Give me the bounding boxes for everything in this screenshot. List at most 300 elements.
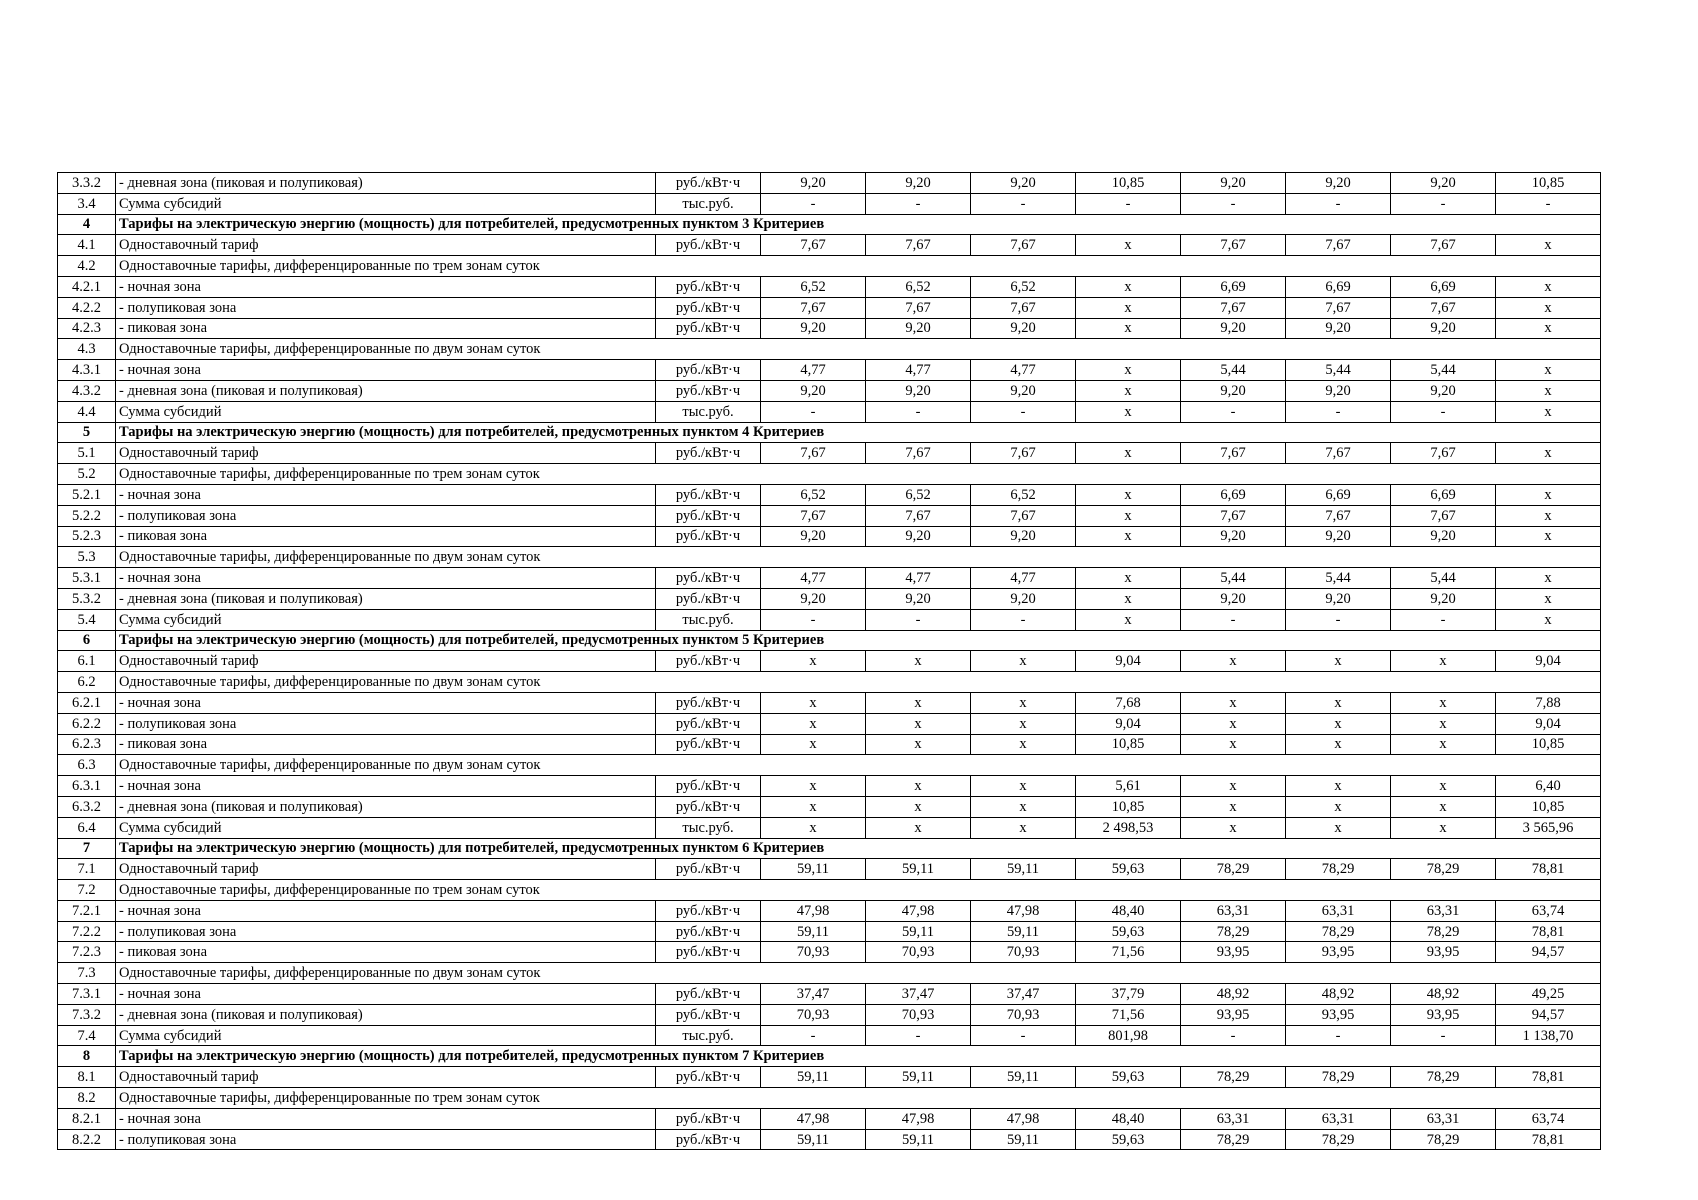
value-cell: 78,29 xyxy=(1286,1067,1391,1088)
value-cell: x xyxy=(971,713,1076,734)
value-cell: 9,20 xyxy=(1286,588,1391,609)
value-cell: 59,11 xyxy=(866,1129,971,1150)
value-cell: 9,20 xyxy=(971,526,1076,547)
table-row xyxy=(58,713,1601,734)
section-header-row xyxy=(58,1046,1601,1067)
value-cell: 93,95 xyxy=(1286,1004,1391,1025)
empty-cell xyxy=(761,880,866,901)
value-cell: 9,20 xyxy=(1391,380,1496,401)
value-cell: 6,69 xyxy=(1391,484,1496,505)
row-name: - ночная зона xyxy=(116,568,656,589)
value-cell: x xyxy=(1496,401,1601,422)
empty-cell xyxy=(761,547,866,568)
value-cell: x xyxy=(1496,568,1601,589)
value-cell: 9,20 xyxy=(971,318,1076,339)
section-number: 5 xyxy=(58,422,116,443)
empty-cell xyxy=(866,880,1601,901)
value-cell: 7,67 xyxy=(761,505,866,526)
value-cell: x xyxy=(1391,692,1496,713)
value-cell: - xyxy=(1286,1025,1391,1046)
row-unit: руб./кВт·ч xyxy=(656,921,761,942)
value-cell: 9,20 xyxy=(761,526,866,547)
value-cell: 70,93 xyxy=(866,942,971,963)
value-cell: 78,29 xyxy=(1181,1067,1286,1088)
subgroup-title: Одноставочные тарифы, дифференцированные по двум зонам суток xyxy=(116,963,761,984)
row-name: Сумма субсидий xyxy=(116,193,656,214)
row-name: Одноставочный тариф xyxy=(116,859,656,880)
value-cell: 7,88 xyxy=(1496,692,1601,713)
row-unit: руб./кВт·ч xyxy=(656,1129,761,1150)
row-name: - полупиковая зона xyxy=(116,297,656,318)
row-name: Сумма субсидий xyxy=(116,401,656,422)
row-number: 8.2.1 xyxy=(58,1108,116,1129)
value-cell: 9,20 xyxy=(866,588,971,609)
row-number: 5.2.1 xyxy=(58,484,116,505)
row-unit: руб./кВт·ч xyxy=(656,1067,761,1088)
value-cell: - xyxy=(1286,193,1391,214)
value-cell: 5,44 xyxy=(1391,568,1496,589)
value-cell: 49,25 xyxy=(1496,984,1601,1005)
value-cell: 59,11 xyxy=(761,859,866,880)
value-cell: 4,77 xyxy=(971,360,1076,381)
row-unit: руб./кВт·ч xyxy=(656,318,761,339)
table-row xyxy=(58,401,1601,422)
value-cell: x xyxy=(971,692,1076,713)
value-cell: 63,31 xyxy=(1181,1108,1286,1129)
row-name: - дневная зона (пиковая и полупиковая) xyxy=(116,796,656,817)
value-cell: 4,77 xyxy=(866,568,971,589)
value-cell: 78,81 xyxy=(1496,859,1601,880)
row-unit: руб./кВт·ч xyxy=(656,713,761,734)
value-cell: 78,29 xyxy=(1391,1067,1496,1088)
value-cell: 7,67 xyxy=(1391,235,1496,256)
value-cell: 48,92 xyxy=(1286,984,1391,1005)
row-unit: руб./кВт·ч xyxy=(656,235,761,256)
value-cell: x xyxy=(1286,734,1391,755)
row-unit: руб./кВт·ч xyxy=(656,380,761,401)
value-cell: 78,29 xyxy=(1391,921,1496,942)
section-number: 7 xyxy=(58,838,116,859)
section-title: Тарифы на электрическую энергию (мощность) для потребителей, предусмотренных пунктом 3 Критериев xyxy=(116,214,1601,235)
subgroup-number: 4.2 xyxy=(58,256,116,277)
value-cell: 9,04 xyxy=(1076,651,1181,672)
row-name: - дневная зона (пиковая и полупиковая) xyxy=(116,380,656,401)
value-cell: x xyxy=(1181,692,1286,713)
row-number: 5.2.3 xyxy=(58,526,116,547)
row-number: 3.3.2 xyxy=(58,173,116,194)
value-cell: 7,67 xyxy=(1286,297,1391,318)
value-cell: x xyxy=(971,776,1076,797)
value-cell: x xyxy=(1076,505,1181,526)
row-unit: руб./кВт·ч xyxy=(656,984,761,1005)
value-cell: 6,52 xyxy=(971,276,1076,297)
value-cell: 3 565,96 xyxy=(1496,817,1601,838)
value-cell: 78,29 xyxy=(1286,921,1391,942)
value-cell: 47,98 xyxy=(761,1108,866,1129)
value-cell: 9,20 xyxy=(1286,318,1391,339)
value-cell: 6,52 xyxy=(971,484,1076,505)
value-cell: 78,29 xyxy=(1286,859,1391,880)
empty-cell xyxy=(866,464,1601,485)
subgroup-row xyxy=(58,547,1601,568)
value-cell: 9,20 xyxy=(971,173,1076,194)
table-row xyxy=(58,921,1601,942)
value-cell: x xyxy=(1496,588,1601,609)
row-number: 4.2.1 xyxy=(58,276,116,297)
row-name: - ночная зона xyxy=(116,984,656,1005)
value-cell: x xyxy=(1181,713,1286,734)
value-cell: x xyxy=(1076,526,1181,547)
subgroup-title: Одноставочные тарифы, дифференцированные по двум зонам суток xyxy=(116,755,761,776)
row-name: Сумма субсидий xyxy=(116,609,656,630)
value-cell: 10,85 xyxy=(1496,734,1601,755)
value-cell: 9,20 xyxy=(971,380,1076,401)
section-number: 4 xyxy=(58,214,116,235)
row-name: - пиковая зона xyxy=(116,734,656,755)
table-row xyxy=(58,443,1601,464)
value-cell: 7,67 xyxy=(1181,235,1286,256)
row-number: 8.2.2 xyxy=(58,1129,116,1150)
subgroup-row xyxy=(58,963,1601,984)
row-number: 7.3.2 xyxy=(58,1004,116,1025)
value-cell: 9,20 xyxy=(1391,318,1496,339)
value-cell: 59,11 xyxy=(866,1067,971,1088)
row-unit: руб./кВт·ч xyxy=(656,796,761,817)
value-cell: 94,57 xyxy=(1496,942,1601,963)
row-unit: руб./кВт·ч xyxy=(656,173,761,194)
subgroup-row xyxy=(58,880,1601,901)
value-cell: 9,20 xyxy=(866,526,971,547)
empty-cell xyxy=(761,963,866,984)
row-name: - полупиковая зона xyxy=(116,505,656,526)
table-row xyxy=(58,776,1601,797)
value-cell: - xyxy=(1181,609,1286,630)
value-cell: 9,20 xyxy=(761,380,866,401)
value-cell: 1 138,70 xyxy=(1496,1025,1601,1046)
value-cell: 70,93 xyxy=(971,942,1076,963)
value-cell: 6,52 xyxy=(761,484,866,505)
subgroup-title: Одноставочные тарифы, дифференцированные по трем зонам суток xyxy=(116,1088,761,1109)
value-cell: 7,67 xyxy=(1286,505,1391,526)
value-cell: 63,31 xyxy=(1391,1108,1496,1129)
table-row xyxy=(58,817,1601,838)
empty-cell xyxy=(866,963,1601,984)
value-cell: - xyxy=(971,401,1076,422)
value-cell: 7,67 xyxy=(761,235,866,256)
value-cell: 10,85 xyxy=(1496,173,1601,194)
value-cell: 48,92 xyxy=(1391,984,1496,1005)
value-cell: x xyxy=(1496,276,1601,297)
value-cell: x xyxy=(1496,235,1601,256)
empty-cell xyxy=(761,464,866,485)
value-cell: 59,63 xyxy=(1076,1129,1181,1150)
subgroup-title: Одноставочные тарифы, дифференцированные по трем зонам суток xyxy=(116,880,761,901)
value-cell: - xyxy=(1181,193,1286,214)
value-cell: x xyxy=(1286,776,1391,797)
value-cell: 78,81 xyxy=(1496,1129,1601,1150)
subgroup-title: Одноставочные тарифы, дифференцированные по двум зонам суток xyxy=(116,547,761,568)
value-cell: x xyxy=(866,651,971,672)
table-row xyxy=(58,796,1601,817)
subgroup-title: Одноставочные тарифы, дифференцированные по трем зонам суток xyxy=(116,464,761,485)
table-row xyxy=(58,568,1601,589)
row-unit: руб./кВт·ч xyxy=(656,588,761,609)
value-cell: 93,95 xyxy=(1391,942,1496,963)
value-cell: 70,93 xyxy=(971,1004,1076,1025)
row-name: - ночная зона xyxy=(116,692,656,713)
row-unit: руб./кВт·ч xyxy=(656,1004,761,1025)
empty-cell xyxy=(761,256,866,277)
value-cell: x xyxy=(1391,796,1496,817)
row-unit: руб./кВт·ч xyxy=(656,443,761,464)
value-cell: - xyxy=(1076,193,1181,214)
value-cell: 48,92 xyxy=(1181,984,1286,1005)
row-name: - ночная зона xyxy=(116,776,656,797)
value-cell: 78,29 xyxy=(1181,859,1286,880)
table-row xyxy=(58,484,1601,505)
row-unit: тыс.руб. xyxy=(656,193,761,214)
value-cell: - xyxy=(1181,401,1286,422)
value-cell: 4,77 xyxy=(761,568,866,589)
row-number: 6.2.2 xyxy=(58,713,116,734)
table-row xyxy=(58,297,1601,318)
value-cell: x xyxy=(1076,484,1181,505)
value-cell: 9,20 xyxy=(1391,526,1496,547)
section-header-row xyxy=(58,422,1601,443)
row-name: Сумма субсидий xyxy=(116,1025,656,1046)
value-cell: - xyxy=(761,193,866,214)
value-cell: 7,67 xyxy=(866,505,971,526)
row-number: 7.2.1 xyxy=(58,900,116,921)
empty-cell xyxy=(866,339,1601,360)
value-cell: 63,74 xyxy=(1496,900,1601,921)
row-number: 4.2.3 xyxy=(58,318,116,339)
row-number: 6.3.1 xyxy=(58,776,116,797)
value-cell: 37,47 xyxy=(971,984,1076,1005)
value-cell: - xyxy=(866,401,971,422)
section-title: Тарифы на электрическую энергию (мощность) для потребителей, предусмотренных пунктом 7 Критериев xyxy=(116,1046,1601,1067)
value-cell: x xyxy=(1286,796,1391,817)
value-cell: 37,47 xyxy=(866,984,971,1005)
row-name: - пиковая зона xyxy=(116,318,656,339)
value-cell: 9,20 xyxy=(1286,380,1391,401)
value-cell: x xyxy=(1181,817,1286,838)
table-row xyxy=(58,1004,1601,1025)
value-cell: - xyxy=(1181,1025,1286,1046)
value-cell: 59,11 xyxy=(971,1067,1076,1088)
empty-cell xyxy=(866,256,1601,277)
value-cell: - xyxy=(761,1025,866,1046)
value-cell: 63,31 xyxy=(1286,1108,1391,1129)
value-cell: 47,98 xyxy=(866,900,971,921)
value-cell: 93,95 xyxy=(1181,942,1286,963)
row-number: 7.2.3 xyxy=(58,942,116,963)
table-row xyxy=(58,900,1601,921)
value-cell: 6,52 xyxy=(866,276,971,297)
value-cell: 6,52 xyxy=(761,276,866,297)
row-name: - ночная зона xyxy=(116,276,656,297)
value-cell: 7,67 xyxy=(971,297,1076,318)
value-cell: - xyxy=(1496,193,1601,214)
row-unit: тыс.руб. xyxy=(656,401,761,422)
value-cell: 7,67 xyxy=(1286,443,1391,464)
value-cell: x xyxy=(971,796,1076,817)
value-cell: 37,79 xyxy=(1076,984,1181,1005)
row-number: 5.1 xyxy=(58,443,116,464)
value-cell: 7,67 xyxy=(1181,297,1286,318)
value-cell: x xyxy=(1391,817,1496,838)
row-number: 6.3.2 xyxy=(58,796,116,817)
subgroup-row xyxy=(58,1088,1601,1109)
value-cell: 7,67 xyxy=(971,505,1076,526)
value-cell: x xyxy=(1496,360,1601,381)
value-cell: 78,29 xyxy=(1391,859,1496,880)
value-cell: x xyxy=(1181,796,1286,817)
value-cell: 7,67 xyxy=(761,443,866,464)
value-cell: 5,44 xyxy=(1391,360,1496,381)
value-cell: 7,67 xyxy=(971,443,1076,464)
value-cell: 4,77 xyxy=(866,360,971,381)
value-cell: 7,67 xyxy=(1391,443,1496,464)
value-cell: 37,47 xyxy=(761,984,866,1005)
table-row xyxy=(58,942,1601,963)
value-cell: 9,20 xyxy=(866,380,971,401)
value-cell: 9,20 xyxy=(1391,173,1496,194)
value-cell: x xyxy=(1496,380,1601,401)
value-cell: 7,67 xyxy=(866,235,971,256)
value-cell: - xyxy=(1391,401,1496,422)
row-number: 5.2.2 xyxy=(58,505,116,526)
row-number: 7.2.2 xyxy=(58,921,116,942)
value-cell: - xyxy=(1391,193,1496,214)
table-row xyxy=(58,360,1601,381)
value-cell: 9,20 xyxy=(1391,588,1496,609)
row-name: Сумма субсидий xyxy=(116,817,656,838)
value-cell: x xyxy=(1181,651,1286,672)
value-cell: x xyxy=(1391,734,1496,755)
value-cell: x xyxy=(866,734,971,755)
empty-cell xyxy=(866,547,1601,568)
table-row xyxy=(58,1129,1601,1150)
value-cell: 9,20 xyxy=(971,588,1076,609)
row-unit: руб./кВт·ч xyxy=(656,505,761,526)
section-title: Тарифы на электрическую энергию (мощность) для потребителей, предусмотренных пунктом 6 Критериев xyxy=(116,838,1601,859)
value-cell: x xyxy=(1286,713,1391,734)
value-cell: 63,74 xyxy=(1496,1108,1601,1129)
empty-cell xyxy=(761,1088,866,1109)
subgroup-title: Одноставочные тарифы, дифференцированные по двум зонам суток xyxy=(116,672,761,693)
row-name: - дневная зона (пиковая и полупиковая) xyxy=(116,1004,656,1025)
value-cell: 63,31 xyxy=(1391,900,1496,921)
value-cell: 6,69 xyxy=(1286,484,1391,505)
value-cell: 5,44 xyxy=(1181,360,1286,381)
value-cell: 78,29 xyxy=(1391,1129,1496,1150)
value-cell: 78,81 xyxy=(1496,921,1601,942)
value-cell: 5,44 xyxy=(1286,568,1391,589)
value-cell: 59,63 xyxy=(1076,859,1181,880)
subgroup-number: 7.2 xyxy=(58,880,116,901)
row-unit: руб./кВт·ч xyxy=(656,776,761,797)
row-number: 5.4 xyxy=(58,609,116,630)
subgroup-title: Одноставочные тарифы, дифференцированные по трем зонам суток xyxy=(116,256,761,277)
value-cell: 6,40 xyxy=(1496,776,1601,797)
table-row xyxy=(58,526,1601,547)
value-cell: 78,81 xyxy=(1496,1067,1601,1088)
value-cell: - xyxy=(971,193,1076,214)
value-cell: x xyxy=(866,713,971,734)
row-number: 4.3.1 xyxy=(58,360,116,381)
tariff-table-body xyxy=(58,173,1601,1150)
value-cell: 9,20 xyxy=(866,173,971,194)
value-cell: x xyxy=(1496,609,1601,630)
row-unit: руб./кВт·ч xyxy=(656,1108,761,1129)
row-number: 6.2.1 xyxy=(58,692,116,713)
value-cell: 59,11 xyxy=(866,921,971,942)
value-cell: x xyxy=(761,692,866,713)
value-cell: x xyxy=(866,692,971,713)
value-cell: 9,04 xyxy=(1496,651,1601,672)
value-cell: 7,67 xyxy=(866,297,971,318)
row-unit: руб./кВт·ч xyxy=(656,297,761,318)
value-cell: - xyxy=(761,401,866,422)
value-cell: x xyxy=(1496,318,1601,339)
empty-cell xyxy=(761,672,866,693)
value-cell: 48,40 xyxy=(1076,1108,1181,1129)
value-cell: 93,95 xyxy=(1286,942,1391,963)
table-row xyxy=(58,692,1601,713)
table-row xyxy=(58,1025,1601,1046)
row-unit: руб./кВт·ч xyxy=(656,651,761,672)
value-cell: 5,44 xyxy=(1181,568,1286,589)
value-cell: x xyxy=(761,796,866,817)
value-cell: 70,93 xyxy=(761,1004,866,1025)
value-cell: 7,67 xyxy=(761,297,866,318)
subgroup-number: 5.3 xyxy=(58,547,116,568)
value-cell: 70,93 xyxy=(866,1004,971,1025)
table-row xyxy=(58,609,1601,630)
value-cell: 59,11 xyxy=(971,859,1076,880)
value-cell: 7,67 xyxy=(971,235,1076,256)
value-cell: x xyxy=(1076,568,1181,589)
table-row xyxy=(58,380,1601,401)
value-cell: x xyxy=(1496,297,1601,318)
value-cell: 70,93 xyxy=(761,942,866,963)
subgroup-row xyxy=(58,672,1601,693)
row-name: - полупиковая зона xyxy=(116,1129,656,1150)
row-number: 5.3.1 xyxy=(58,568,116,589)
row-number: 7.1 xyxy=(58,859,116,880)
value-cell: - xyxy=(1286,401,1391,422)
table-row xyxy=(58,1108,1601,1129)
row-name: - ночная зона xyxy=(116,360,656,381)
value-cell: x xyxy=(1076,380,1181,401)
value-cell: x xyxy=(1076,443,1181,464)
row-name: - пиковая зона xyxy=(116,526,656,547)
value-cell: 9,20 xyxy=(761,588,866,609)
row-number: 6.4 xyxy=(58,817,116,838)
value-cell: 78,29 xyxy=(1181,921,1286,942)
value-cell: 9,20 xyxy=(866,318,971,339)
value-cell: - xyxy=(1286,609,1391,630)
row-unit: руб./кВт·ч xyxy=(656,484,761,505)
value-cell: 59,11 xyxy=(761,921,866,942)
value-cell: 47,98 xyxy=(971,1108,1076,1129)
table-row xyxy=(58,588,1601,609)
value-cell: 9,20 xyxy=(1181,173,1286,194)
value-cell: 59,11 xyxy=(971,921,1076,942)
row-number: 4.2.2 xyxy=(58,297,116,318)
value-cell: 4,77 xyxy=(971,568,1076,589)
